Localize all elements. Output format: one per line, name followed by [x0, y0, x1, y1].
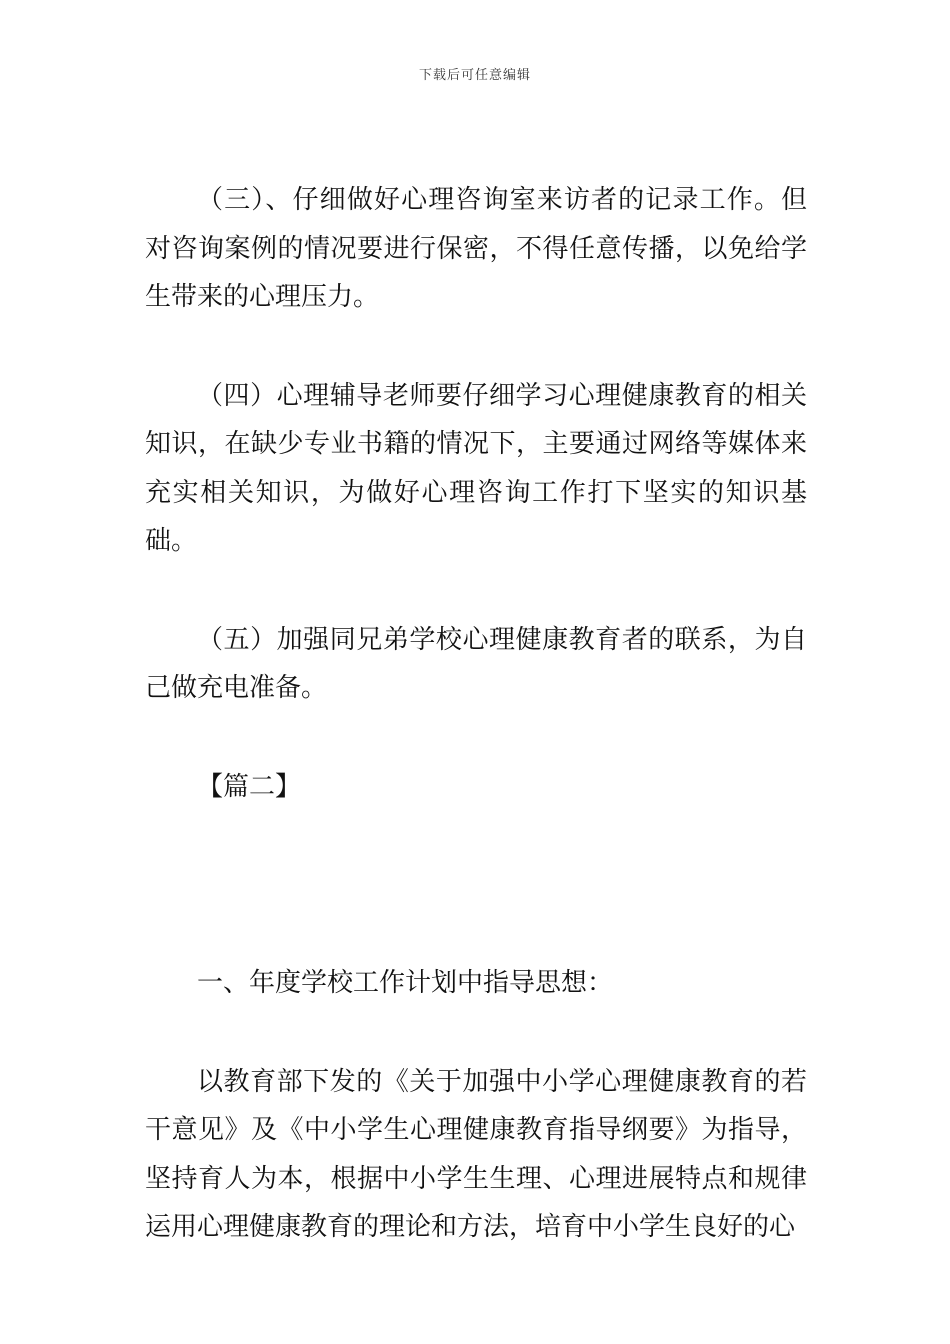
- section-gap: [145, 811, 807, 959]
- paragraph-gap: [145, 322, 807, 372]
- document-body: [145, 176, 807, 1252]
- guiding-ideology-heading: 一、年度学校工作计划中指导思想：: [197, 968, 614, 998]
- page-header: 下载后可任意编辑: [418, 68, 531, 83]
- paragraph-gap: [145, 713, 807, 763]
- paragraph-five: （五）加强同兄弟学校心理健康教育者的联系，为自己做充电准备。: [145, 624, 807, 703]
- paragraph-four: （四）心理辅导老师要仔细学习心理健康教育的相关知识，在缺少专业书籍的情况下，主要通过网络等媒体来充实相关知识，为做好心理咨询工作打下坚实的知识基础。: [145, 380, 807, 556]
- paragraph-three: （三）、仔细做好心理咨询室来访者的记录工作。但对咨询案例的情况要进行保密，不得任意传播，以免给学生带来的心理压力。: [145, 185, 807, 312]
- paragraph-gap: [145, 1008, 807, 1058]
- guiding-ideology-paragraph: 以教育部下发的《关于加强中小学心理健康教育的若干意见》及《中小学生心理健康教育指导纲要》为指导，坚持育人为本，根据中小学生生理、心理进展特点和规律运用心理健康教育的理论和方法，培育中小学生良好的心: [145, 1066, 807, 1242]
- section-heading-part-two: 【篇二】: [197, 771, 302, 802]
- paragraph-gap: [145, 566, 807, 616]
